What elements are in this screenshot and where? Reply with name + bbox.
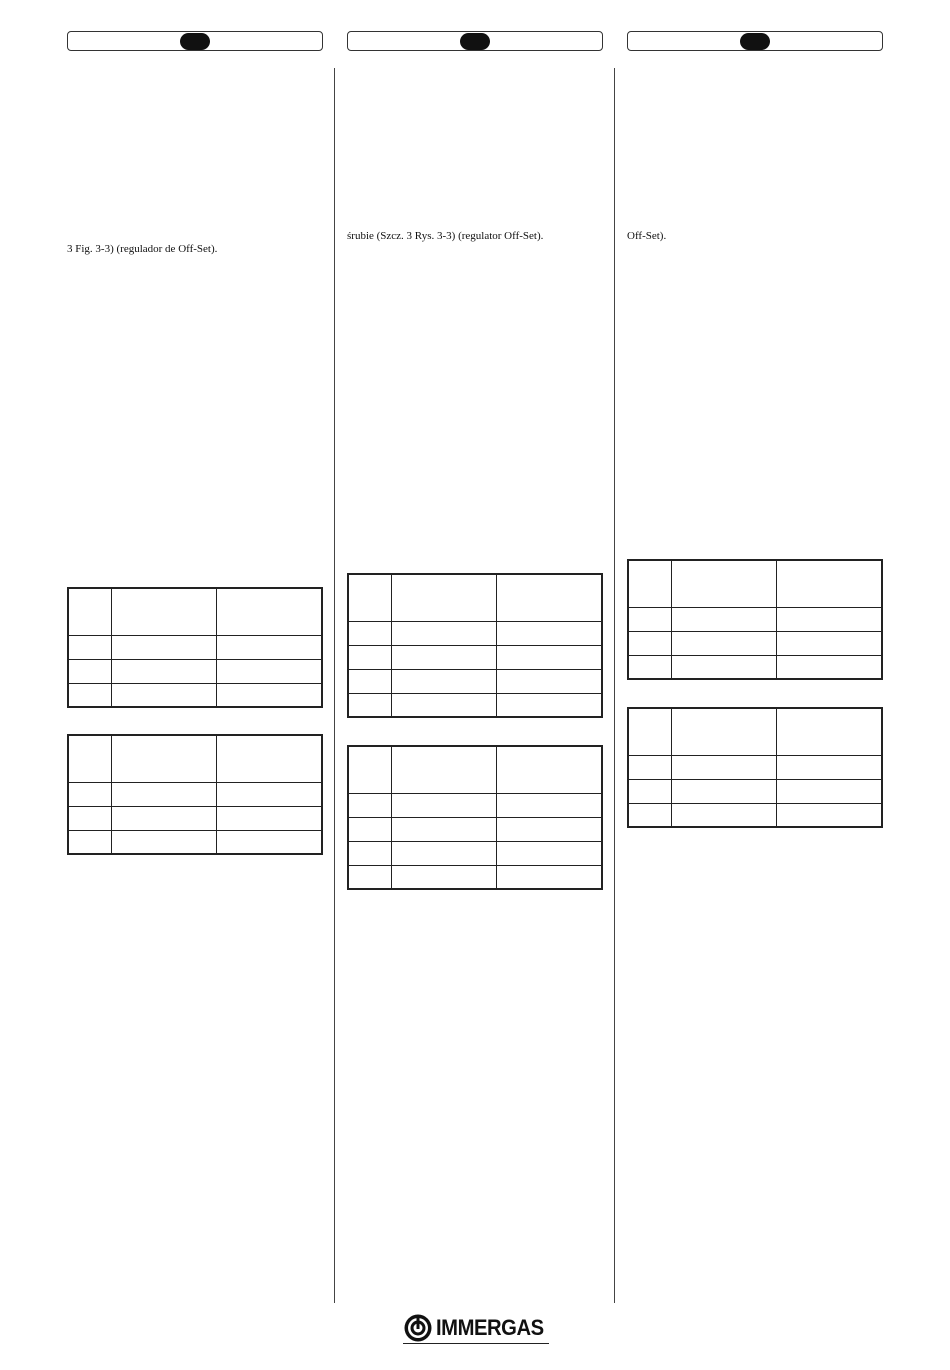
column-1-table-1 — [67, 587, 323, 708]
table-header-row — [628, 560, 882, 607]
table-row — [68, 830, 322, 854]
language-badge — [180, 33, 210, 50]
column-divider — [614, 68, 615, 1303]
brand-logo — [403, 1311, 549, 1345]
column-2-table-1 — [347, 573, 603, 718]
table-row — [348, 817, 602, 841]
column-3-table-2 — [627, 707, 883, 828]
table-row — [628, 779, 882, 803]
table-header-row — [348, 574, 602, 621]
column-1-text: 3 Fig. 3-3) (regulador de Off-Set). — [67, 243, 218, 255]
table-row — [68, 806, 322, 830]
language-tab-1 — [67, 31, 323, 51]
brand-emblem-icon — [403, 1313, 433, 1343]
table-row — [628, 803, 882, 827]
column-divider — [334, 68, 335, 1303]
brand-name: IMMERGAS — [436, 1315, 544, 1340]
column-2-text: śrubie (Szcz. 3 Rys. 3-3) (regulator Off-Set). — [347, 230, 544, 242]
table-row — [348, 865, 602, 889]
table-row — [628, 607, 882, 631]
language-badge — [740, 33, 770, 50]
column-3-table-1 — [627, 559, 883, 680]
table-row — [628, 655, 882, 679]
table-row — [628, 631, 882, 655]
table-row — [628, 755, 882, 779]
table-header-row — [68, 588, 322, 635]
table-header-row — [68, 735, 322, 782]
table-row — [348, 793, 602, 817]
table-row — [348, 621, 602, 645]
table-header-row — [628, 708, 882, 755]
column-2-table-2 — [347, 745, 603, 890]
table-header-row — [348, 746, 602, 793]
table-row — [68, 683, 322, 707]
brand-underline — [403, 1343, 549, 1344]
table-row — [348, 645, 602, 669]
table-row — [348, 669, 602, 693]
language-tab-3 — [627, 31, 883, 51]
column-1-table-2 — [67, 734, 323, 855]
table-row — [68, 659, 322, 683]
table-row — [68, 635, 322, 659]
language-badge — [460, 33, 490, 50]
language-tab-2 — [347, 31, 603, 51]
table-row — [68, 782, 322, 806]
table-row — [348, 841, 602, 865]
table-row — [348, 693, 602, 717]
column-3-text: Off-Set). — [627, 230, 667, 242]
